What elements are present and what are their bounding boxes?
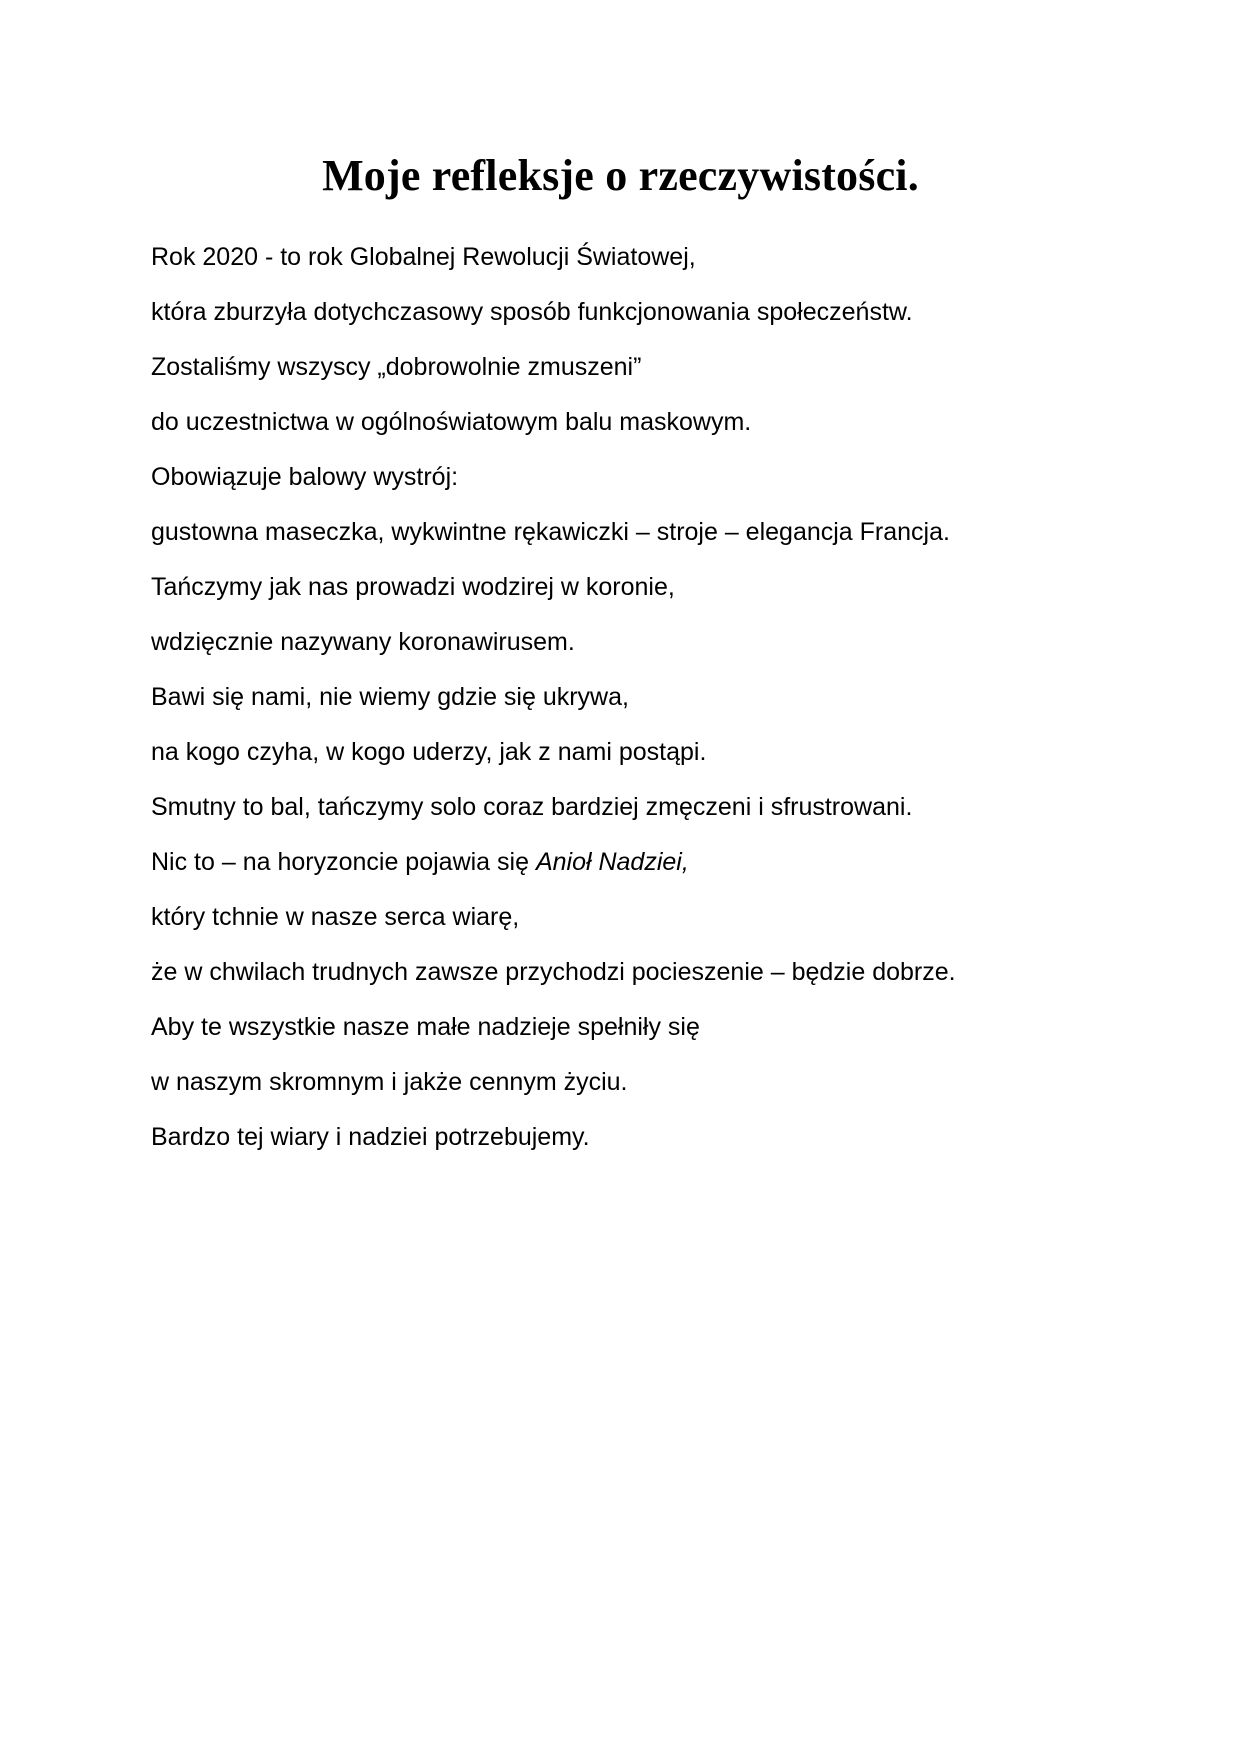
poem-line-4: do uczestnictwa w ogólnoświatowym balu maskowym. <box>151 408 752 436</box>
poem-line-14: że w chwilach trudnych zawsze przychodzi pocieszenie – będzie dobrze. <box>151 958 956 986</box>
poem-line-6: gustowna maseczka, wykwintne rękawiczki – stroje – elegancja Francja. <box>151 518 950 546</box>
poem-line-9: Bawi się nami, nie wiemy gdzie się ukrywa, <box>151 683 629 711</box>
poem-line-15: Aby te wszystkie nasze małe nadzieje spełniły się <box>151 1013 700 1041</box>
poem-line-12 <box>151 835 1151 890</box>
italic-phrase: Anioł Nadziei, <box>535 848 689 876</box>
poem-body <box>151 230 1151 1165</box>
poem-line-1: Rok 2020 - to rok Globalnej Rewolucji Światowej, <box>151 243 696 271</box>
poem-line-17: Bardzo tej wiary i nadziei potrzebujemy. <box>151 1123 590 1151</box>
poem-line-5: Obowiązuje balowy wystrój: <box>151 463 459 491</box>
poem-line-13: który tchnie w nasze serca wiarę, <box>151 903 520 931</box>
poem-line-12-text: Nic to – na horyzoncie pojawia się <box>151 848 536 876</box>
poem-line-10: na kogo czyha, w kogo uderzy, jak z nami postąpi. <box>151 738 707 766</box>
poem-line-8: wdzięcznie nazywany koronawirusem. <box>151 628 575 656</box>
poem-line-7: Tańczymy jak nas prowadzi wodzirej w koronie, <box>151 573 675 601</box>
poem-line-11: Smutny to bal, tańczymy solo coraz bardziej zmęczeni i sfrustrowani. <box>151 793 913 821</box>
poem-line-2: która zburzyła dotychczasowy sposób funkcjonowania społeczeństw. <box>151 298 913 326</box>
document-title: Moje refleksje o rzeczywistości. <box>322 151 919 200</box>
poem-line-16: w naszym skromnym i jakże cennym życiu. <box>151 1068 628 1096</box>
poem-line-3: Zostaliśmy wszyscy „dobrowolnie zmuszeni” <box>151 353 642 381</box>
